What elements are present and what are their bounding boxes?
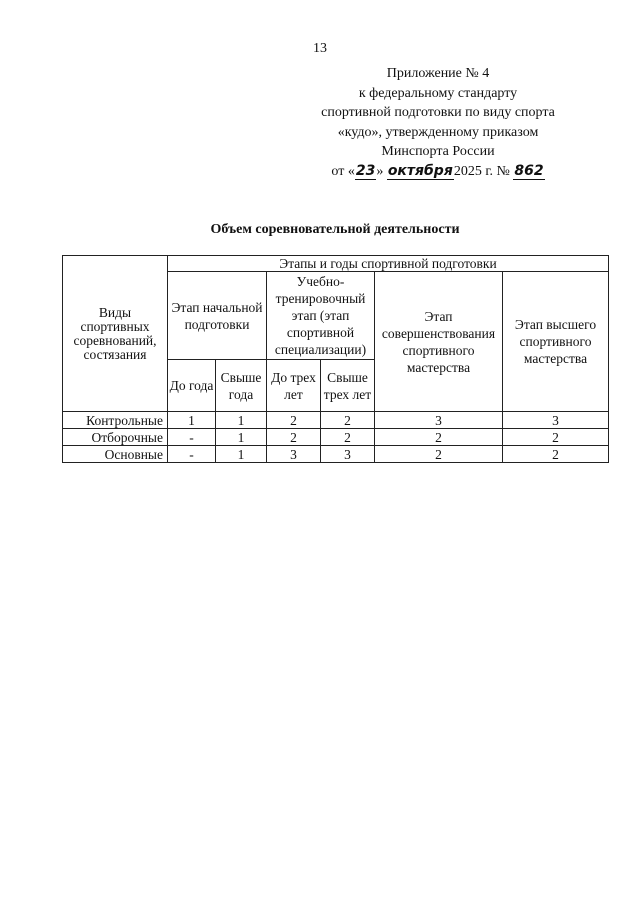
header-upto-three-years: До трех лет: [267, 360, 321, 412]
cell-value: 3: [267, 446, 321, 463]
header-stage-training: Учебно-тренировочный этап (этап спортивной специализации): [267, 272, 375, 360]
cell-value: 1: [168, 412, 216, 429]
table-row: [63, 446, 609, 463]
cell-value: 1: [216, 429, 267, 446]
appendix-line-standard: к федеральному стандарту: [358, 85, 518, 101]
page-number: 13: [313, 41, 327, 56]
date-mid: »: [376, 163, 384, 179]
appendix-line-sport: спортивной подготовки по виду спорта: [321, 105, 555, 120]
header-stage-improvement: Этап совершенствования спортивного мастерства: [375, 272, 503, 412]
order-number: 862: [514, 162, 544, 179]
cell-value: 2: [321, 412, 375, 429]
table-row: [63, 412, 609, 429]
date-month: октября: [387, 162, 453, 179]
table-row: [63, 429, 609, 446]
cell-value: -: [168, 446, 216, 463]
header-over-year: Свыше года: [216, 360, 267, 412]
header-stage-higher: Этап высшего спортивного мастерства: [503, 272, 609, 412]
competition-volume-table: [62, 255, 609, 463]
header-competition-types: Виды спортивных соревнований, состязания: [63, 256, 168, 412]
cell-value: 3: [503, 412, 609, 429]
row-name: Контрольные: [63, 412, 168, 429]
appendix-line-ministry: Минспорта России: [381, 144, 495, 159]
cell-value: 1: [216, 412, 267, 429]
appendix-title: Приложение № 4: [386, 66, 490, 81]
cell-value: 2: [267, 429, 321, 446]
document-title: Объем соревновательной деятельности: [210, 222, 460, 237]
cell-value: 2: [503, 429, 609, 446]
header-over-three-years: Свыше трех лет: [321, 360, 375, 412]
cell-value: 2: [375, 429, 503, 446]
cell-value: 2: [321, 429, 375, 446]
header-stage-initial: Этап начальной подготовки: [168, 272, 267, 360]
appendix-block: [288, 64, 588, 181]
appendix-date-line: [288, 162, 588, 182]
date-day: 23: [355, 162, 376, 179]
cell-value: 3: [375, 412, 503, 429]
row-name: Основные: [63, 446, 168, 463]
row-name: Отборочные: [63, 429, 168, 446]
cell-value: -: [168, 429, 216, 446]
header-stages-group: Этапы и годы спортивной подготовки: [168, 256, 609, 272]
cell-value: 3: [321, 446, 375, 463]
date-prefix: от «: [331, 163, 355, 179]
header-upto-year: До года: [168, 360, 216, 412]
cell-value: 2: [503, 446, 609, 463]
appendix-line-order: «кудо», утвержденному приказом: [337, 124, 539, 140]
cell-value: 2: [375, 446, 503, 463]
cell-value: 1: [216, 446, 267, 463]
date-year: 2025 г. №: [453, 163, 510, 179]
cell-value: 2: [267, 412, 321, 429]
